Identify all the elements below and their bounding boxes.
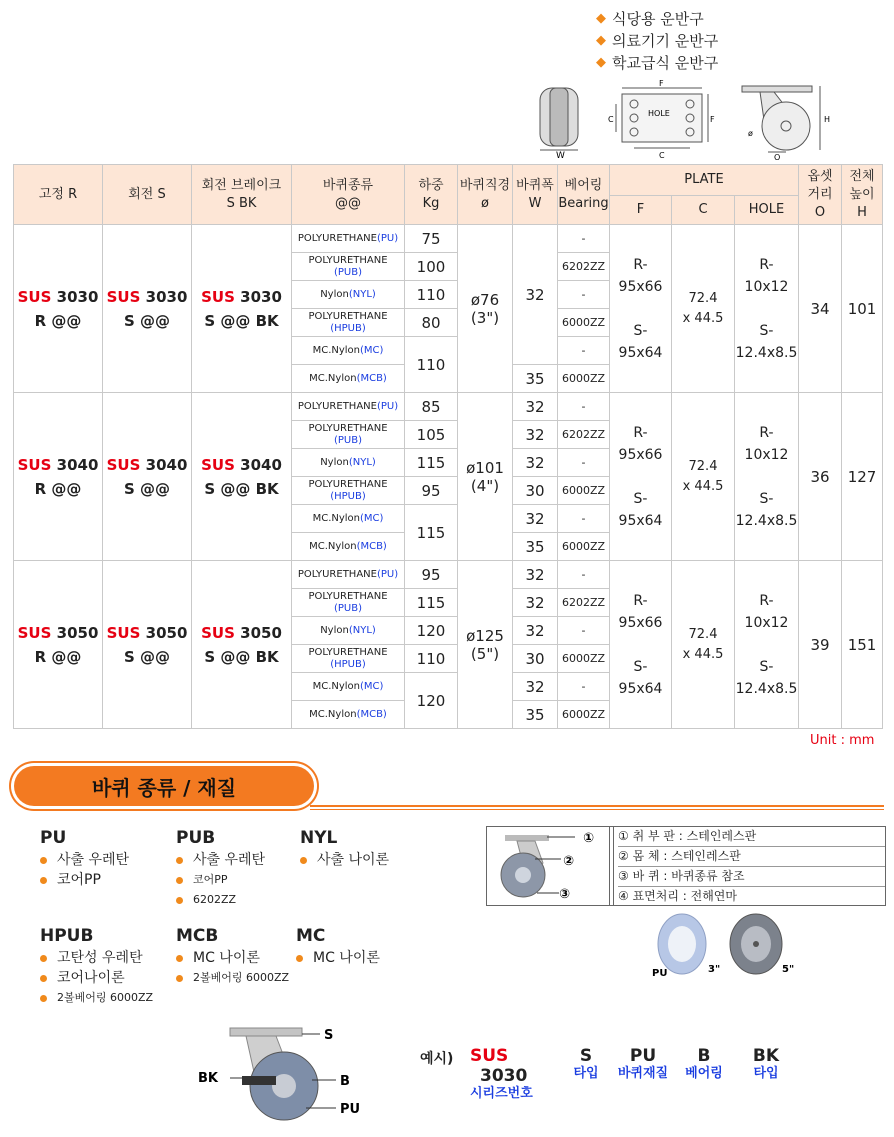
wheel-type-cell: POLYURETHANE (HPUB) xyxy=(292,477,405,505)
photo-label: PU xyxy=(652,968,668,979)
header-plate: PLATE xyxy=(610,165,799,196)
wheel-type-cell: MC.Nylon(MCB) xyxy=(292,701,405,729)
caster-label: B xyxy=(340,1074,350,1089)
bullet-icon xyxy=(40,857,47,864)
material-block: NYL 사출 나이론 xyxy=(300,828,390,868)
width-cell: 30 xyxy=(513,645,558,673)
example-type: S 타입 xyxy=(573,1046,599,1081)
dim-label: C xyxy=(659,151,665,160)
photo-label: 3" xyxy=(708,964,721,975)
diameter-cell: ø101 (4") xyxy=(458,393,513,561)
spec-table xyxy=(13,164,883,729)
model-code: SUS 3050 S @@ BK xyxy=(192,561,292,729)
plate-f-cell: R- 95x66 S- 95x64 xyxy=(610,225,672,393)
list-item: 코어PP xyxy=(40,870,129,890)
bullet-icon xyxy=(40,877,47,884)
list-item: ④ 표면처리 : 전해연마 xyxy=(618,889,737,903)
bearing-cell: - xyxy=(558,393,610,421)
height-cell: 151 xyxy=(842,561,883,729)
unit-label: Unit : mm xyxy=(810,733,875,748)
bearing-cell: - xyxy=(558,617,610,645)
plate-f-cell: R- 95x66 S- 95x64 xyxy=(610,561,672,729)
bearing-cell: - xyxy=(558,505,610,533)
wheel-type-cell: MC.Nylon(MCB) xyxy=(292,533,405,561)
bearing-cell: 6202ZZ xyxy=(558,589,610,617)
list-item: 사출 나이론 xyxy=(300,850,389,870)
header-plate-c: C xyxy=(672,196,735,225)
divider xyxy=(310,805,884,807)
marker-1: ① xyxy=(583,831,595,846)
dim-label: O xyxy=(774,153,781,162)
dim-label: F xyxy=(659,80,664,88)
width-cell: 32 xyxy=(513,505,558,533)
parts-list xyxy=(618,827,885,906)
model-code: SUS 3040 S @@ BK xyxy=(192,393,292,561)
bullet-icon xyxy=(300,857,307,864)
list-item: ③ 바 퀴 : 바퀴종류 참조 xyxy=(618,867,885,887)
material-block: MCB MC 나이론 2볼베어링 6000ZZ xyxy=(176,926,289,988)
load-cell: 120 xyxy=(405,673,458,729)
diamond-icon: ◆ xyxy=(596,33,606,48)
list-item: 코어나이론 xyxy=(40,968,153,988)
bearing-cell: 6202ZZ xyxy=(558,421,610,449)
load-cell: 110 xyxy=(405,337,458,393)
wheel-type-cell: POLYURETHANE(PU) xyxy=(292,225,405,253)
wheel-type-cell: POLYURETHANE (HPUB) xyxy=(292,309,405,337)
header-brake: 회전 브레이크 S BK xyxy=(192,165,292,225)
plate-hole-cell: R- 10x12 S- 12.4x8.5 xyxy=(735,393,799,561)
wheel-type-cell: MC.Nylon(MC) xyxy=(292,337,405,365)
wheel-type-cell: POLYURETHANE (HPUB) xyxy=(292,645,405,673)
use-item: ◆ 식당용 운반구 xyxy=(596,10,704,28)
bearing-cell: 6202ZZ xyxy=(558,253,610,281)
wheel-type-cell: MC.Nylon(MCB) xyxy=(292,365,405,393)
width-cell: 32 xyxy=(513,421,558,449)
load-cell: 75 xyxy=(405,225,458,253)
bullet-icon xyxy=(296,955,303,962)
wheel-photos xyxy=(648,912,798,982)
bearing-cell: 6000ZZ xyxy=(558,645,610,673)
header-swivel: 회전 S xyxy=(103,165,192,225)
example-material: PU 바퀴재질 xyxy=(617,1046,669,1081)
offset-cell: 39 xyxy=(799,561,842,729)
diamond-icon: ◆ xyxy=(596,55,606,70)
list-item: 2볼베어링 6000ZZ xyxy=(40,988,153,1008)
bullet-icon xyxy=(176,955,183,962)
list-item: 2볼베어링 6000ZZ xyxy=(176,968,289,988)
model-code: SUS 3030 S @@ xyxy=(103,225,192,393)
bearing-cell: - xyxy=(558,225,610,253)
bullet-icon xyxy=(40,975,47,982)
caster-photo xyxy=(487,827,610,905)
wheel-type-cell: Nylon(NYL) xyxy=(292,617,405,645)
diamond-icon: ◆ xyxy=(596,11,606,26)
example-bearing: B 베어링 xyxy=(685,1046,723,1081)
marker-2: ② xyxy=(563,854,575,869)
wheel-type-cell: Nylon(NYL) xyxy=(292,281,405,309)
load-cell: 115 xyxy=(405,505,458,561)
parts-box xyxy=(486,826,886,906)
bullet-icon xyxy=(176,857,183,864)
width-cell: 32 xyxy=(513,393,558,421)
plate-hole-cell: R- 10x12 S- 12.4x8.5 xyxy=(735,561,799,729)
wheel-type-cell: POLYURETHANE (PUB) xyxy=(292,253,405,281)
dim-label: ø xyxy=(748,129,753,138)
load-cell: 110 xyxy=(405,281,458,309)
bearing-cell: - xyxy=(558,281,610,309)
dim-label: H xyxy=(824,115,831,124)
header-plate-f: F xyxy=(610,196,672,225)
model-code: SUS 3050 S @@ xyxy=(103,561,192,729)
width-cell: 35 xyxy=(513,365,558,393)
list-item: 코어PP xyxy=(176,870,265,890)
material-block: PUB 사출 우레탄 코어PP 6202ZZ xyxy=(176,828,265,910)
caster-label: PU xyxy=(340,1102,361,1117)
model-code: SUS 3030 S @@ BK xyxy=(192,225,292,393)
header-plate-hole: HOLE xyxy=(735,196,799,225)
load-cell: 85 xyxy=(405,393,458,421)
bearing-cell: - xyxy=(558,673,610,701)
list-item: ① 취 부 판 : 스테인레스판 xyxy=(618,827,885,847)
header-fixed: 고정 R xyxy=(14,165,103,225)
load-cell: 95 xyxy=(405,561,458,589)
wheel-type-cell: POLYURETHANE (PUB) xyxy=(292,421,405,449)
bearing-cell: 6000ZZ xyxy=(558,365,610,393)
bearing-cell: 6000ZZ xyxy=(558,477,610,505)
use-item: ◆ 의료기기 운반구 xyxy=(596,32,719,50)
caster-label: S xyxy=(324,1028,334,1043)
plate-hole-cell: R- 10x12 S- 12.4x8.5 xyxy=(735,225,799,393)
list-item: ② 몸 체 : 스테인레스판 xyxy=(618,847,885,867)
list-item: 사출 우레탄 xyxy=(176,850,265,870)
list-item: MC 나이론 xyxy=(176,948,289,968)
width-cell: 35 xyxy=(513,701,558,729)
bullet-icon xyxy=(40,995,47,1002)
load-cell: 80 xyxy=(405,309,458,337)
diameter-cell: ø125 (5") xyxy=(458,561,513,729)
load-cell: 105 xyxy=(405,421,458,449)
width-cell: 32 xyxy=(513,449,558,477)
width-cell: 32 xyxy=(513,561,558,589)
load-cell: 95 xyxy=(405,477,458,505)
width-cell: 32 xyxy=(513,673,558,701)
list-item: MC 나이론 xyxy=(296,948,380,968)
plate-f-cell: R- 95x66 S- 95x64 xyxy=(610,393,672,561)
example-series: SUS 3030 시리즈번호 xyxy=(470,1046,533,1101)
height-cell: 127 xyxy=(842,393,883,561)
caster-dimension-drawing xyxy=(528,80,858,162)
width-cell: 35 xyxy=(513,533,558,561)
plate-c-cell: 72.4 x 44.5 xyxy=(672,393,735,561)
bearing-cell: - xyxy=(558,449,610,477)
model-code: SUS 3040 S @@ xyxy=(103,393,192,561)
load-cell: 115 xyxy=(405,589,458,617)
model-code: SUS 3040 R @@ xyxy=(14,393,103,561)
header-wheel-type: 바퀴종류 @@ xyxy=(292,165,405,225)
table-row xyxy=(14,225,883,253)
divider xyxy=(310,809,884,810)
wheel-type-cell: MC.Nylon(MC) xyxy=(292,505,405,533)
bearing-cell: 6000ZZ xyxy=(558,701,610,729)
bearing-cell: - xyxy=(558,561,610,589)
use-list xyxy=(596,8,718,74)
header-width: 바퀴폭 W xyxy=(513,165,558,225)
header-diameter: 바퀴직경 ø xyxy=(458,165,513,225)
wheel-type-cell: POLYURETHANE(PU) xyxy=(292,393,405,421)
caster-label: BK xyxy=(198,1071,218,1086)
width-cell: 32 xyxy=(513,617,558,645)
bullet-icon xyxy=(40,955,47,962)
plate-c-cell: 72.4 x 44.5 xyxy=(672,561,735,729)
bullet-icon xyxy=(176,897,183,904)
load-cell: 120 xyxy=(405,617,458,645)
model-code: SUS 3030 R @@ xyxy=(14,225,103,393)
dim-label: W xyxy=(556,151,565,161)
header-offset: 옵셋 거리 O xyxy=(799,165,842,225)
offset-cell: 36 xyxy=(799,393,842,561)
section-title: 바퀴 종류 / 재질 xyxy=(14,766,314,806)
example-prefix: 예시) xyxy=(420,1051,454,1067)
width-cell: 32 xyxy=(513,225,558,365)
bearing-cell: - xyxy=(558,337,610,365)
bearing-cell: 6000ZZ xyxy=(558,533,610,561)
load-cell: 100 xyxy=(405,253,458,281)
width-cell: 30 xyxy=(513,477,558,505)
header-height: 전체 높이 H xyxy=(842,165,883,225)
use-item: ◆ 학교급식 운반구 xyxy=(596,54,719,72)
wheel-type-cell: Nylon(NYL) xyxy=(292,449,405,477)
list-item: 6202ZZ xyxy=(176,890,265,910)
photo-label: 5" xyxy=(782,964,795,975)
wheel-type-cell: POLYURETHANE (PUB) xyxy=(292,589,405,617)
dim-label: F xyxy=(710,115,715,124)
material-block: HPUB 고탄성 우레탄 코어나이론 2볼베어링 6000ZZ xyxy=(40,926,153,1008)
offset-cell: 34 xyxy=(799,225,842,393)
caster-brake-photo xyxy=(196,1022,376,1124)
dim-label: HOLE xyxy=(648,109,670,118)
height-cell: 101 xyxy=(842,225,883,393)
wheel-type-cell: POLYURETHANE(PU) xyxy=(292,561,405,589)
load-cell: 115 xyxy=(405,449,458,477)
material-block: MC MC 나이론 xyxy=(296,926,380,966)
load-cell: 110 xyxy=(405,645,458,673)
table-row xyxy=(14,393,883,421)
list-item: 고탄성 우레탄 xyxy=(40,948,153,968)
header-bearing: 베어링 Bearing xyxy=(558,165,610,225)
bullet-icon xyxy=(176,877,183,884)
marker-3: ③ xyxy=(559,887,571,902)
dim-label: C xyxy=(608,115,614,124)
plate-c-cell: 72.4 x 44.5 xyxy=(672,225,735,393)
diameter-cell: ø76 (3") xyxy=(458,225,513,393)
material-block: PU 사출 우레탄 코어PP xyxy=(40,828,130,888)
list-item: 사출 우레탄 xyxy=(40,850,129,870)
header-load: 하중 Kg xyxy=(405,165,458,225)
model-code: SUS 3050 R @@ xyxy=(14,561,103,729)
table-row xyxy=(14,561,883,589)
wheel-type-cell: MC.Nylon(MC) xyxy=(292,673,405,701)
bullet-icon xyxy=(176,975,183,982)
bearing-cell: 6000ZZ xyxy=(558,309,610,337)
example-brake-type: BK 타입 xyxy=(752,1046,780,1081)
width-cell: 32 xyxy=(513,589,558,617)
